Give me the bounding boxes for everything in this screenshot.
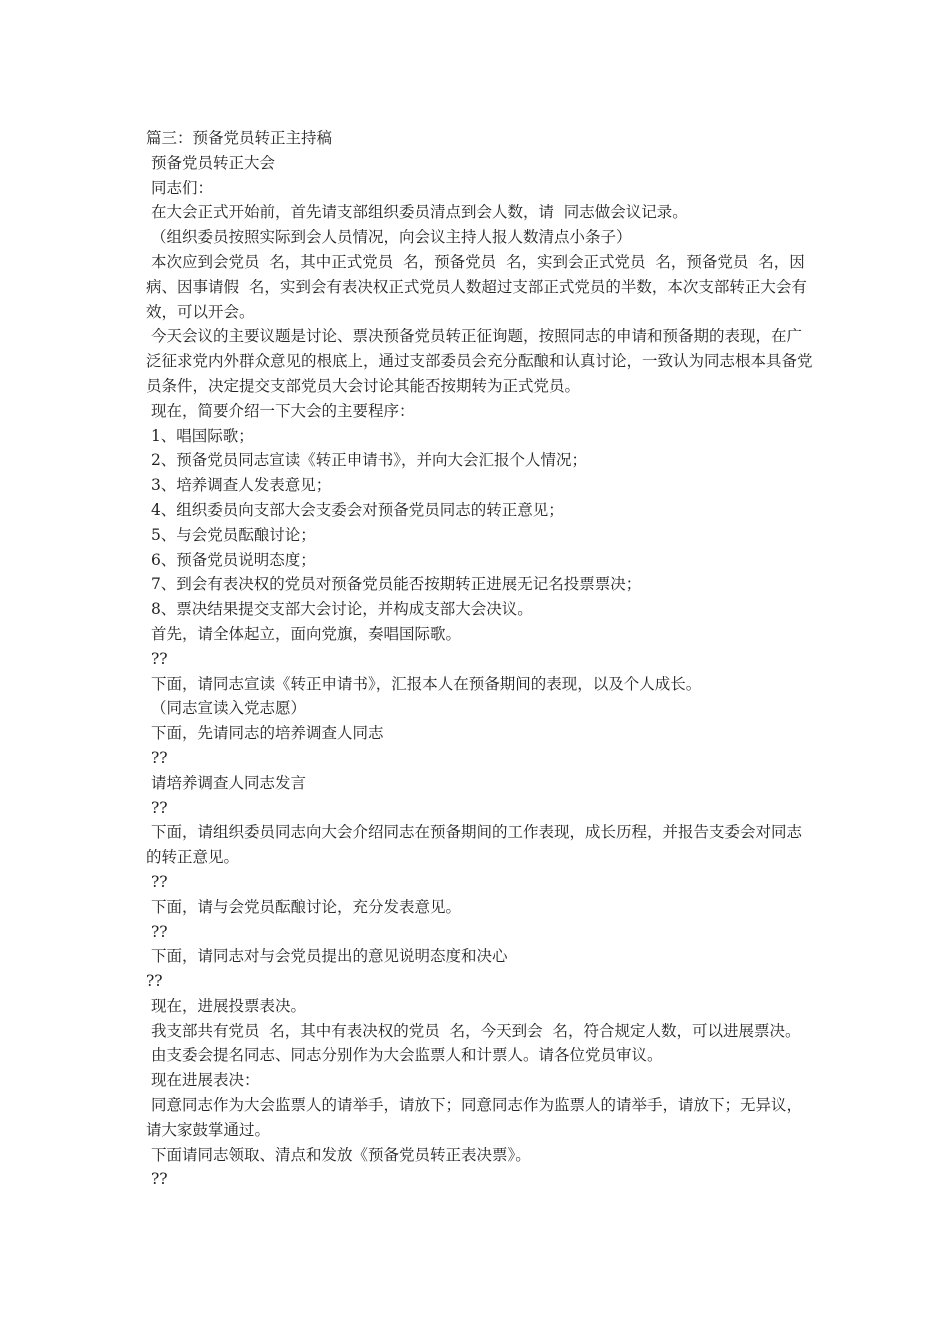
text-line: 下面，先请同志的培养调查人同志	[146, 724, 384, 743]
text-line: 下面请同志领取、清点和发放《预备党员转正表决票》。	[146, 1145, 531, 1164]
text-line: （同志宣读入党志愿）	[146, 699, 306, 718]
document-body	[146, 126, 814, 1192]
text-line: 我支部共有党员 名，其中有表决权的党员 名，今天到会 名，符合规定人数，可以进展票决。	[146, 1021, 801, 1040]
text-line: 下面，请同志宣读《转正申请书》，汇报本人在预备期间的表现，以及个人成长。	[146, 674, 702, 693]
text-line: ??	[146, 1170, 168, 1189]
text-line: 请培养调查人同志发言	[146, 773, 306, 792]
text-line: 下面，请同志对与会党员提出的意见说明态度和决心	[146, 947, 508, 966]
text-line: 7、到会有表决权的党员对预备党员能否按期转正进展无记名投票票决；	[146, 575, 642, 594]
text-line: 由支委会提名同志、同志分别作为大会监票人和计票人。请各位党员审议。	[146, 1046, 663, 1065]
text-line: 1、唱国际歌；	[146, 426, 254, 445]
text-line: 下面，请组织委员同志向大会介绍同志在预备期间的工作表现，成长历程，并报告支委会对同志的转正意见。	[146, 823, 802, 867]
text-line: ??	[146, 922, 168, 941]
text-line: （组织委员按照实际到会人员情况，向会议主持人报人数清点小条子）	[146, 228, 632, 247]
text-line: 本次应到会党员 名，其中正式党员 名，预备党员 名，实到会正式党员 名，预备党员 名，因病、因事请假 名，实到会有表决权正式党员人数超过支部正式党员的半数，本次支部转正大会有效，可以开会。	[146, 252, 807, 321]
text-line: 6、预备党员说明态度；	[146, 550, 316, 569]
text-line: 现在，进展投票表决。	[146, 996, 306, 1015]
text-line: ??	[146, 649, 168, 668]
text-line: 今天会议的主要议题是讨论、票决预备党员转正征询题，按照同志的申请和预备期的表现，在广泛征求党内外群众意见的根底上，通过支部委员会充分酝酿和认真讨论，一致认为同志根本具备党员条件，决定提交支部党员大会讨论其能否按期转为正式党员。	[146, 327, 813, 395]
text-line: 篇三：预备党员转正主持稿	[146, 129, 333, 147]
text-line: 现在进展表决：	[146, 1071, 260, 1090]
text-line: 8、票决结果提交支部大会讨论，并构成支部大会决议。	[146, 600, 533, 619]
text-line: ??	[146, 748, 168, 767]
text-line: ??	[146, 798, 168, 817]
text-line: 3、培养调查人发表意见；	[146, 476, 332, 495]
text-line: ??	[146, 872, 168, 891]
text-line: 首先，请全体起立，面向党旗，奏唱国际歌。	[146, 624, 461, 643]
text-line: 同志们：	[146, 178, 213, 197]
text-line: 现在，简要介绍一下大会的主要程序：	[146, 401, 415, 420]
text-line: 4、组织委员向支部大会支委会对预备党员同志的转正意见；	[146, 500, 564, 519]
text-line: 同意同志作为大会监票人的请举手，请放下；同意同志作为监票人的请举手，请放下；无异议，请大家鼓掌通过。	[146, 1096, 802, 1139]
text-line: 在大会正式开始前，首先请支部组织委员清点到会人数，请 同志做会议记录。	[146, 203, 688, 222]
text-line: 2、预备党员同志宣读《转正申请书》，并向大会汇报个人情况；	[146, 451, 588, 470]
text-line: 预备党员转正大会	[146, 153, 275, 172]
text-line: ??	[146, 972, 163, 991]
text-line: 5、与会党员酝酿讨论；	[146, 525, 316, 544]
text-line: 下面，请与会党员酝酿讨论，充分发表意见。	[146, 897, 461, 916]
